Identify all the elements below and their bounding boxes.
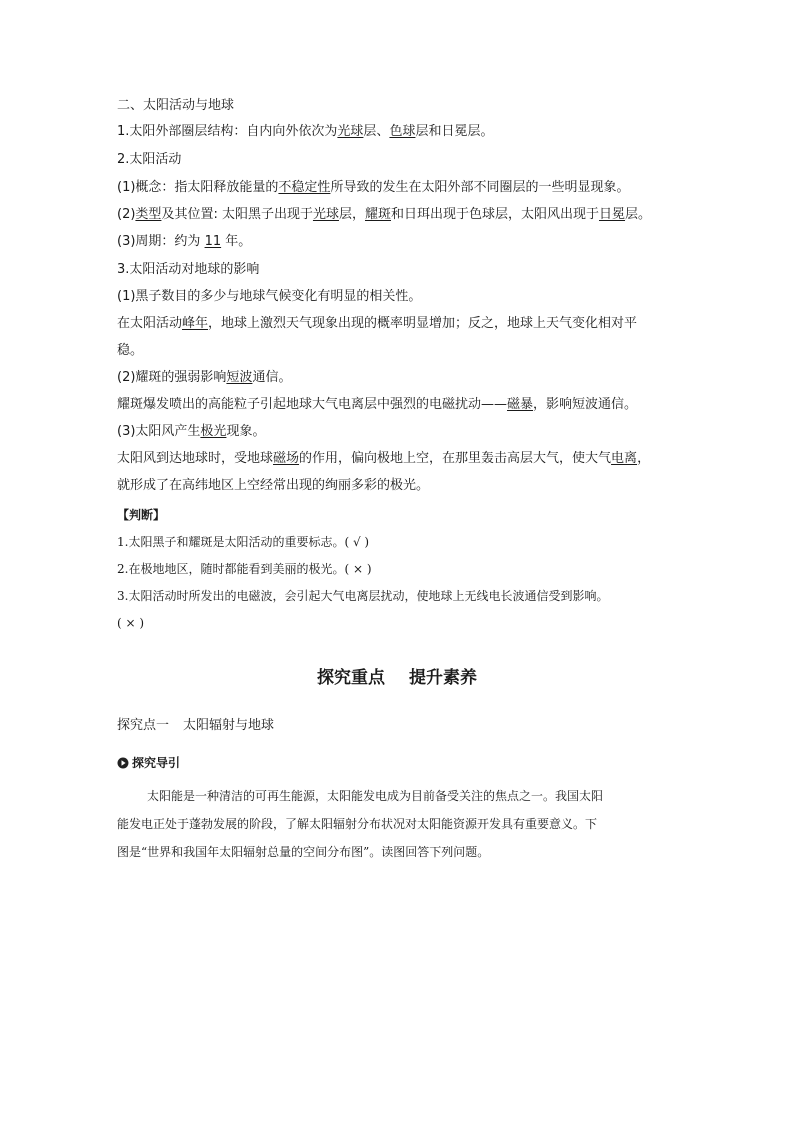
- judge-item: 1.太阳黑子和耀斑是太阳活动的重要标志。( √ ): [117, 535, 370, 549]
- judge-item-answer: ( × ): [117, 616, 145, 630]
- paragraph-types: (2)类型及其位置: 太阳黑子出现于光球层，耀斑和日珥出现于色球层，太阳风出现于日冕层。: [117, 207, 652, 222]
- paragraph-peak-year-cont: 稳。: [117, 343, 144, 358]
- section-heading: 二、太阳活动与地球: [117, 98, 235, 113]
- paragraph-solar-wind: 太阳风到达地球时，受地球磁场的作用，偏向极地上空，在那里轰击高层大气，使大气电离，: [117, 451, 651, 466]
- judge-item: 2.在极地地区，随时都能看到美丽的极光。( × ): [117, 562, 372, 576]
- paragraph-concept: (1)概念：指太阳释放能量的不稳定性所导致的发生在太阳外部不同圈层的一些明显现象。: [117, 180, 630, 195]
- paragraph-solar-layers: 1.太阳外部圈层结构：自内向外依次为光球层、色球层和日冕层。: [117, 124, 494, 139]
- play-circle-icon: [117, 757, 129, 773]
- paragraph-sunspots: (1)黑子数目的多少与地球气候变化有明显的相关性。: [117, 289, 422, 304]
- paragraph-period: (3)周期：约为 11 年。: [117, 234, 252, 249]
- paragraph-magnetic-storm: 耀斑爆发喷出的高能粒子引起地球大气电离层中强烈的电磁扰动——磁暴，影响短波通信。: [117, 397, 638, 412]
- guide-paragraph-line: 图是“世界和我国年太阳辐射总量的空间分布图”。读图回答下列问题。: [117, 845, 490, 859]
- subheading-solar-activity: 2.太阳活动: [117, 152, 182, 167]
- judge-heading: 【判断】: [117, 508, 166, 522]
- judge-item: 3.太阳活动时所发出的电磁波，会引起大气电离层扰动，使地球上无线电长波通信受到影响。: [117, 589, 609, 603]
- section-title: 探究重点 提升素养: [317, 668, 477, 688]
- paragraph-peak-year: 在太阳活动峰年，地球上激烈天气现象出现的概率明显增加；反之，地球上天气变化相对平: [117, 316, 638, 331]
- paragraph-flares: (2)耀斑的强弱影响短波通信。: [117, 370, 292, 385]
- inquiry-point-title: 探究点一 太阳辐射与地球: [117, 718, 275, 733]
- paragraph-aurora: (3)太阳风产生极光现象。: [117, 424, 266, 439]
- paragraph-solar-wind-cont: 就形成了在高纬地区上空经常出现的绚丽多彩的极光。: [117, 478, 430, 493]
- guide-paragraph-line: 能发电正处于蓬勃发展的阶段，了解太阳辐射分布状况对太阳能资源开发具有重要意义。下: [117, 817, 598, 831]
- subheading-impact: 3.太阳活动对地球的影响: [117, 262, 260, 277]
- guide-label: 探究导引: [117, 755, 683, 773]
- guide-paragraph-line: 太阳能是一种清洁的可再生能源，太阳能发电成为目前备受关注的焦点之一。我国太阳: [147, 789, 604, 803]
